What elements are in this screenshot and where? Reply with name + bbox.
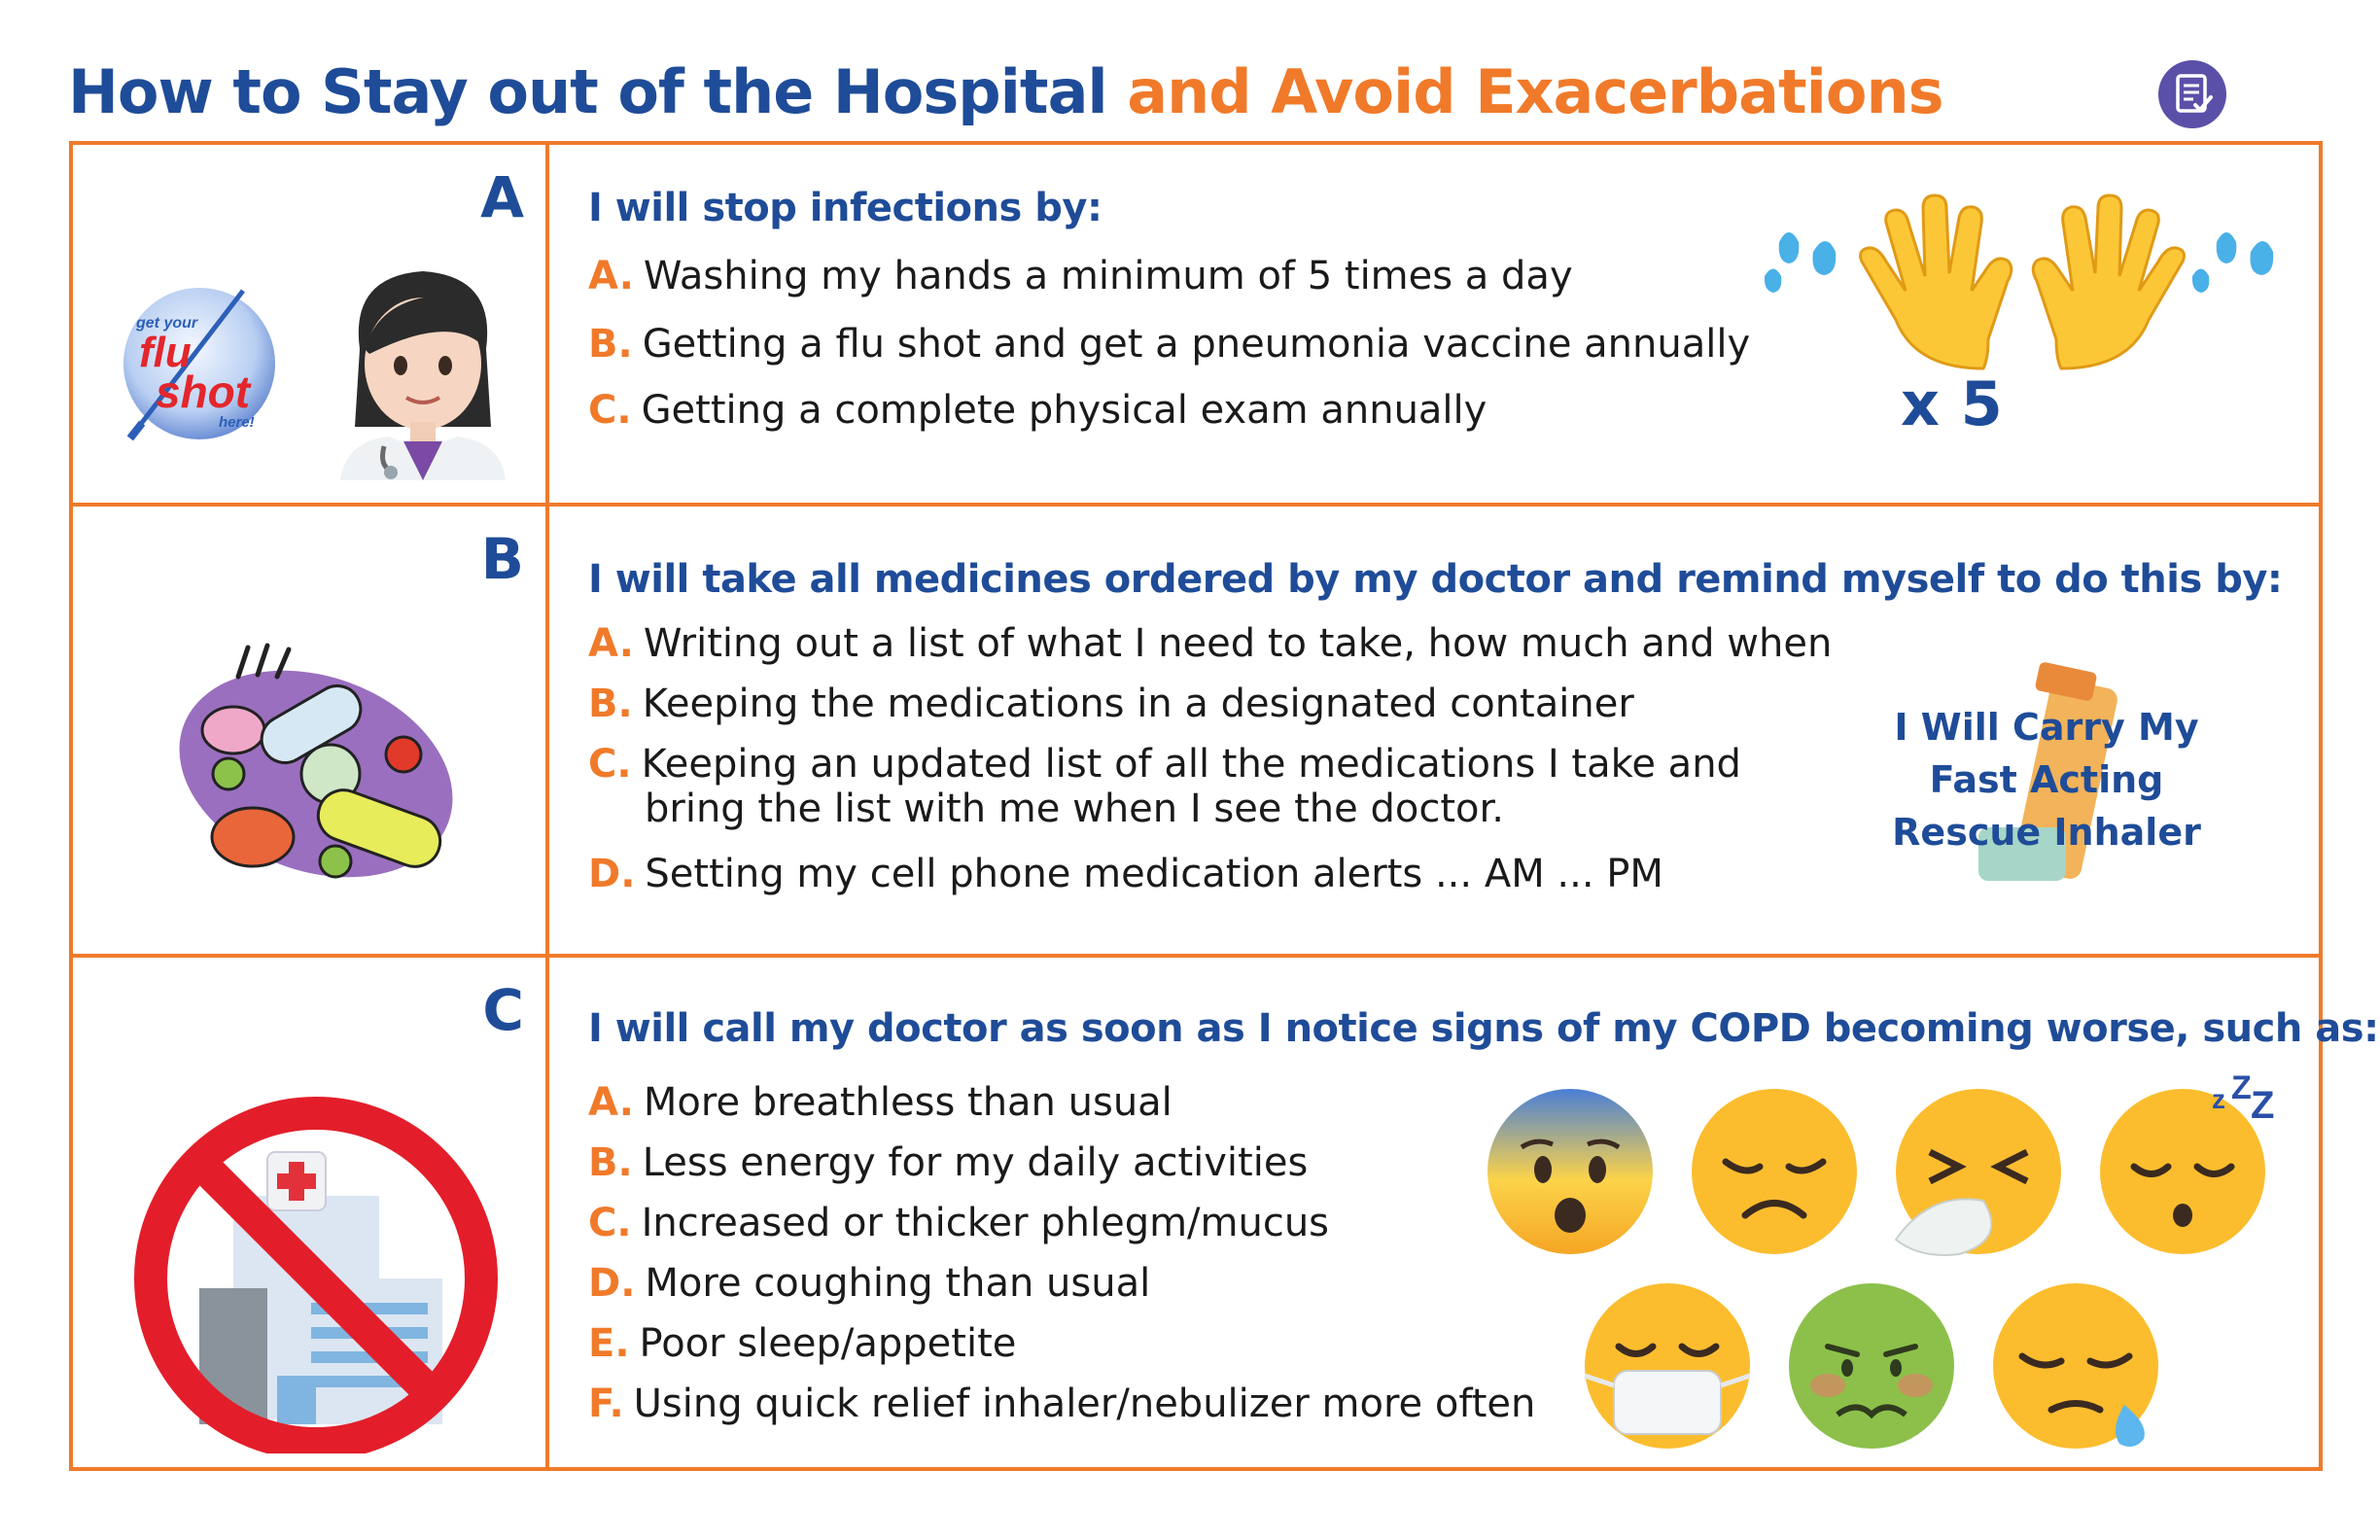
doctor-emoji — [331, 257, 515, 480]
disappointed-face-icon — [1687, 1084, 1862, 1259]
list-item: B. Keeping the medications in a designated container — [588, 682, 1634, 726]
no-hospital-sign — [122, 1084, 510, 1453]
multiplier-label: x 5 — [1901, 368, 2003, 439]
list-item: F. Using quick relief inhaler/nebulizer more often — [588, 1382, 1536, 1426]
inhaler-note: I Will Carry My Fast Acting Rescue Inhaler — [1892, 706, 2201, 854]
flu-shot-badge — [102, 281, 287, 446]
section-letter: A — [480, 164, 524, 230]
svg-text:flu: flu — [139, 329, 192, 376]
section-b-content — [549, 507, 2319, 954]
section-a-content — [549, 145, 2319, 503]
section-c-heading: I will call my doctor as soon as I notice signs of my COPD becoming worse, such as: — [588, 1006, 2379, 1051]
list-item: A. Writing out a list of what I need to take, how much and when — [588, 621, 1833, 666]
medical-mask-face-icon — [1580, 1278, 1755, 1453]
section-b — [73, 503, 2319, 954]
anxious-face-icon — [1483, 1084, 1658, 1259]
document-check-icon[interactable] — [2156, 58, 2228, 130]
action-table — [69, 141, 2379, 1471]
svg-text:Z: Z — [2231, 1069, 2252, 1106]
section-c-content — [549, 958, 2379, 1467]
sneezing-face-icon — [1891, 1084, 2066, 1259]
section-c — [73, 954, 2379, 1467]
section-letter: C — [482, 977, 524, 1043]
sleepy-face-icon — [1988, 1278, 2168, 1453]
list-item: A. Washing my hands a minimum of 5 times a day — [588, 254, 1573, 298]
section-letter: B — [480, 526, 524, 592]
section-a — [73, 145, 2319, 503]
section-a-heading: I will stop infections by: — [588, 186, 1102, 230]
section-c-image-cell — [73, 958, 549, 1467]
svg-text:here!: here! — [219, 414, 255, 431]
list-item: C. Getting a complete physical exam annually — [588, 388, 1488, 433]
page-title: How to Stay out of the Hospital and Avoid Exacerbations — [68, 56, 1943, 127]
waving-hands-emoji — [1750, 184, 2294, 378]
svg-text:get your: get your — [136, 315, 198, 332]
list-item: E. Poor sleep/appetite — [588, 1321, 1017, 1366]
section-a-image-cell — [73, 145, 549, 503]
sleeping-face-icon — [2095, 1069, 2285, 1259]
pills-illustration — [170, 638, 462, 900]
list-item: D. More coughing than usual — [588, 1261, 1151, 1306]
section-b-image-cell — [73, 507, 549, 954]
list-item: B. Less energy for my daily activities — [588, 1140, 1309, 1185]
list-item: C. Increased or thicker phlegm/mucus — [588, 1201, 1330, 1245]
svg-text:z: z — [2212, 1084, 2225, 1114]
list-item: A. More breathless than usual — [588, 1080, 1172, 1125]
svg-text:Z: Z — [2251, 1084, 2275, 1127]
svg-text:shot: shot — [156, 367, 251, 417]
list-item: B. Getting a flu shot and get a pneumonia vaccine annually — [588, 322, 1751, 367]
section-b-heading: I will take all medicines ordered by my doctor and remind myself to do this by: — [588, 557, 2283, 602]
nauseated-face-icon — [1784, 1278, 1959, 1453]
list-item: C. Keeping an updated list of all the medications I take and bring the list with me when I see the doctor. — [588, 742, 1741, 831]
list-item: D. Setting my cell phone medication alerts ... AM ... PM — [588, 852, 1663, 896]
